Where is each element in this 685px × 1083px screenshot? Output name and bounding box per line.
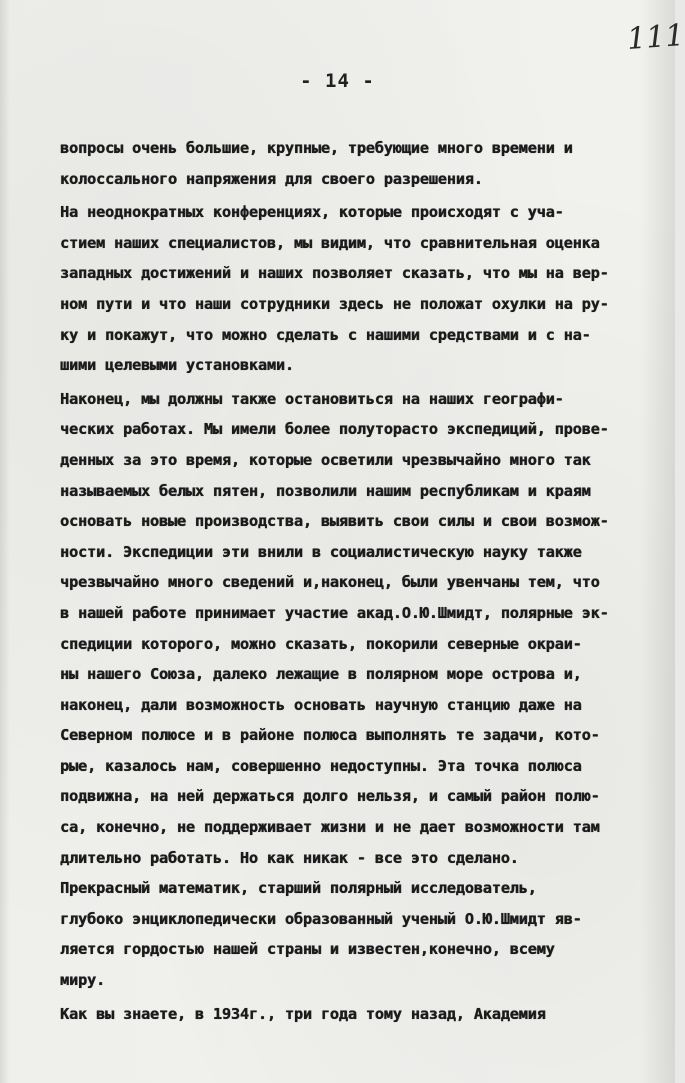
text-line: западных достижений и наших позволяет сказать, что мы на вер- — [60, 264, 609, 283]
text-line: подвижна, на ней держаться долго нельзя, и самый район полю- — [60, 787, 600, 806]
text-line: глубоко энциклопедически образованный ученый О.Ю.Шмидт яв- — [60, 909, 582, 928]
text-line: Северном полюсе и в районе полюса выполнять те задачи, кото- — [60, 726, 600, 745]
text-line: колоссального напряжения для своего разрешения. — [60, 169, 483, 188]
text-line: стием наших специалистов, мы видим, что сравнительная оценка — [60, 233, 600, 252]
text-line: наконец, дали возможность основать научную станцию даже на — [60, 695, 582, 714]
text-line: Как вы знаете, в 1934г., три года тому назад, Академия — [60, 1004, 546, 1023]
text-line: рые, казалось нам, совершенно недоступны. Эта точка полюса — [60, 756, 582, 775]
text-line: миру. — [60, 971, 105, 990]
text-line: ности. Экспедиции эти внили в социалистическую науку также — [60, 542, 582, 561]
text-line: чрезвычайно много сведений и,наконец, были увенчаны тем, что — [60, 573, 600, 592]
text-line: вопросы очень большие, крупные, требующие много времени и — [60, 139, 573, 157]
text-line: длительно работать. Но как никак - все это сделано. — [60, 848, 519, 867]
text-line: денных за это время, которые осветили чрезвычайно много так — [60, 450, 591, 469]
text-line: ляется гордостью нашей страны и известен,конечно, всему — [60, 940, 555, 959]
handwritten-page-mark: 111 — [625, 18, 685, 57]
document-body — [60, 133, 665, 1029]
text-line: Наконец, мы должны также остановиться на наших географи- — [60, 389, 564, 408]
page-number: - 14 - — [300, 70, 375, 92]
text-line: ны нашего Союза, далеко лежащие в полярном море острова и, — [60, 665, 582, 684]
text-line: На неоднократных конференциях, которые происходят с уча- — [60, 203, 564, 222]
text-line: в нашей работе принимает участие акад.О.Ю.Шмидт, полярные эк- — [60, 603, 609, 622]
text-line: называемых белых пятен, позволили нашим республикам и краям — [60, 481, 591, 500]
text-line: основать новые производства, выявить свои силы и свои возмож- — [60, 512, 609, 531]
text-line: са, конечно, не поддерживает жизни и не дает возможности там — [60, 818, 600, 837]
text-line: ческих работах. Мы имели более полуторасто экспедиций, прове- — [60, 420, 609, 439]
text-line: ном пути и что наши сотрудники здесь не положат охулки на ру- — [60, 294, 609, 313]
text-line: Прекрасный математик, старший полярный исследователь, — [60, 879, 537, 898]
text-line: спедиции которого, можно сказать, покорили северные окраи- — [60, 634, 582, 653]
text-line: ку и покажут, что можно сделать с нашими средствами и с на- — [60, 325, 591, 344]
text-line: шими целевыми установками. — [60, 356, 294, 375]
